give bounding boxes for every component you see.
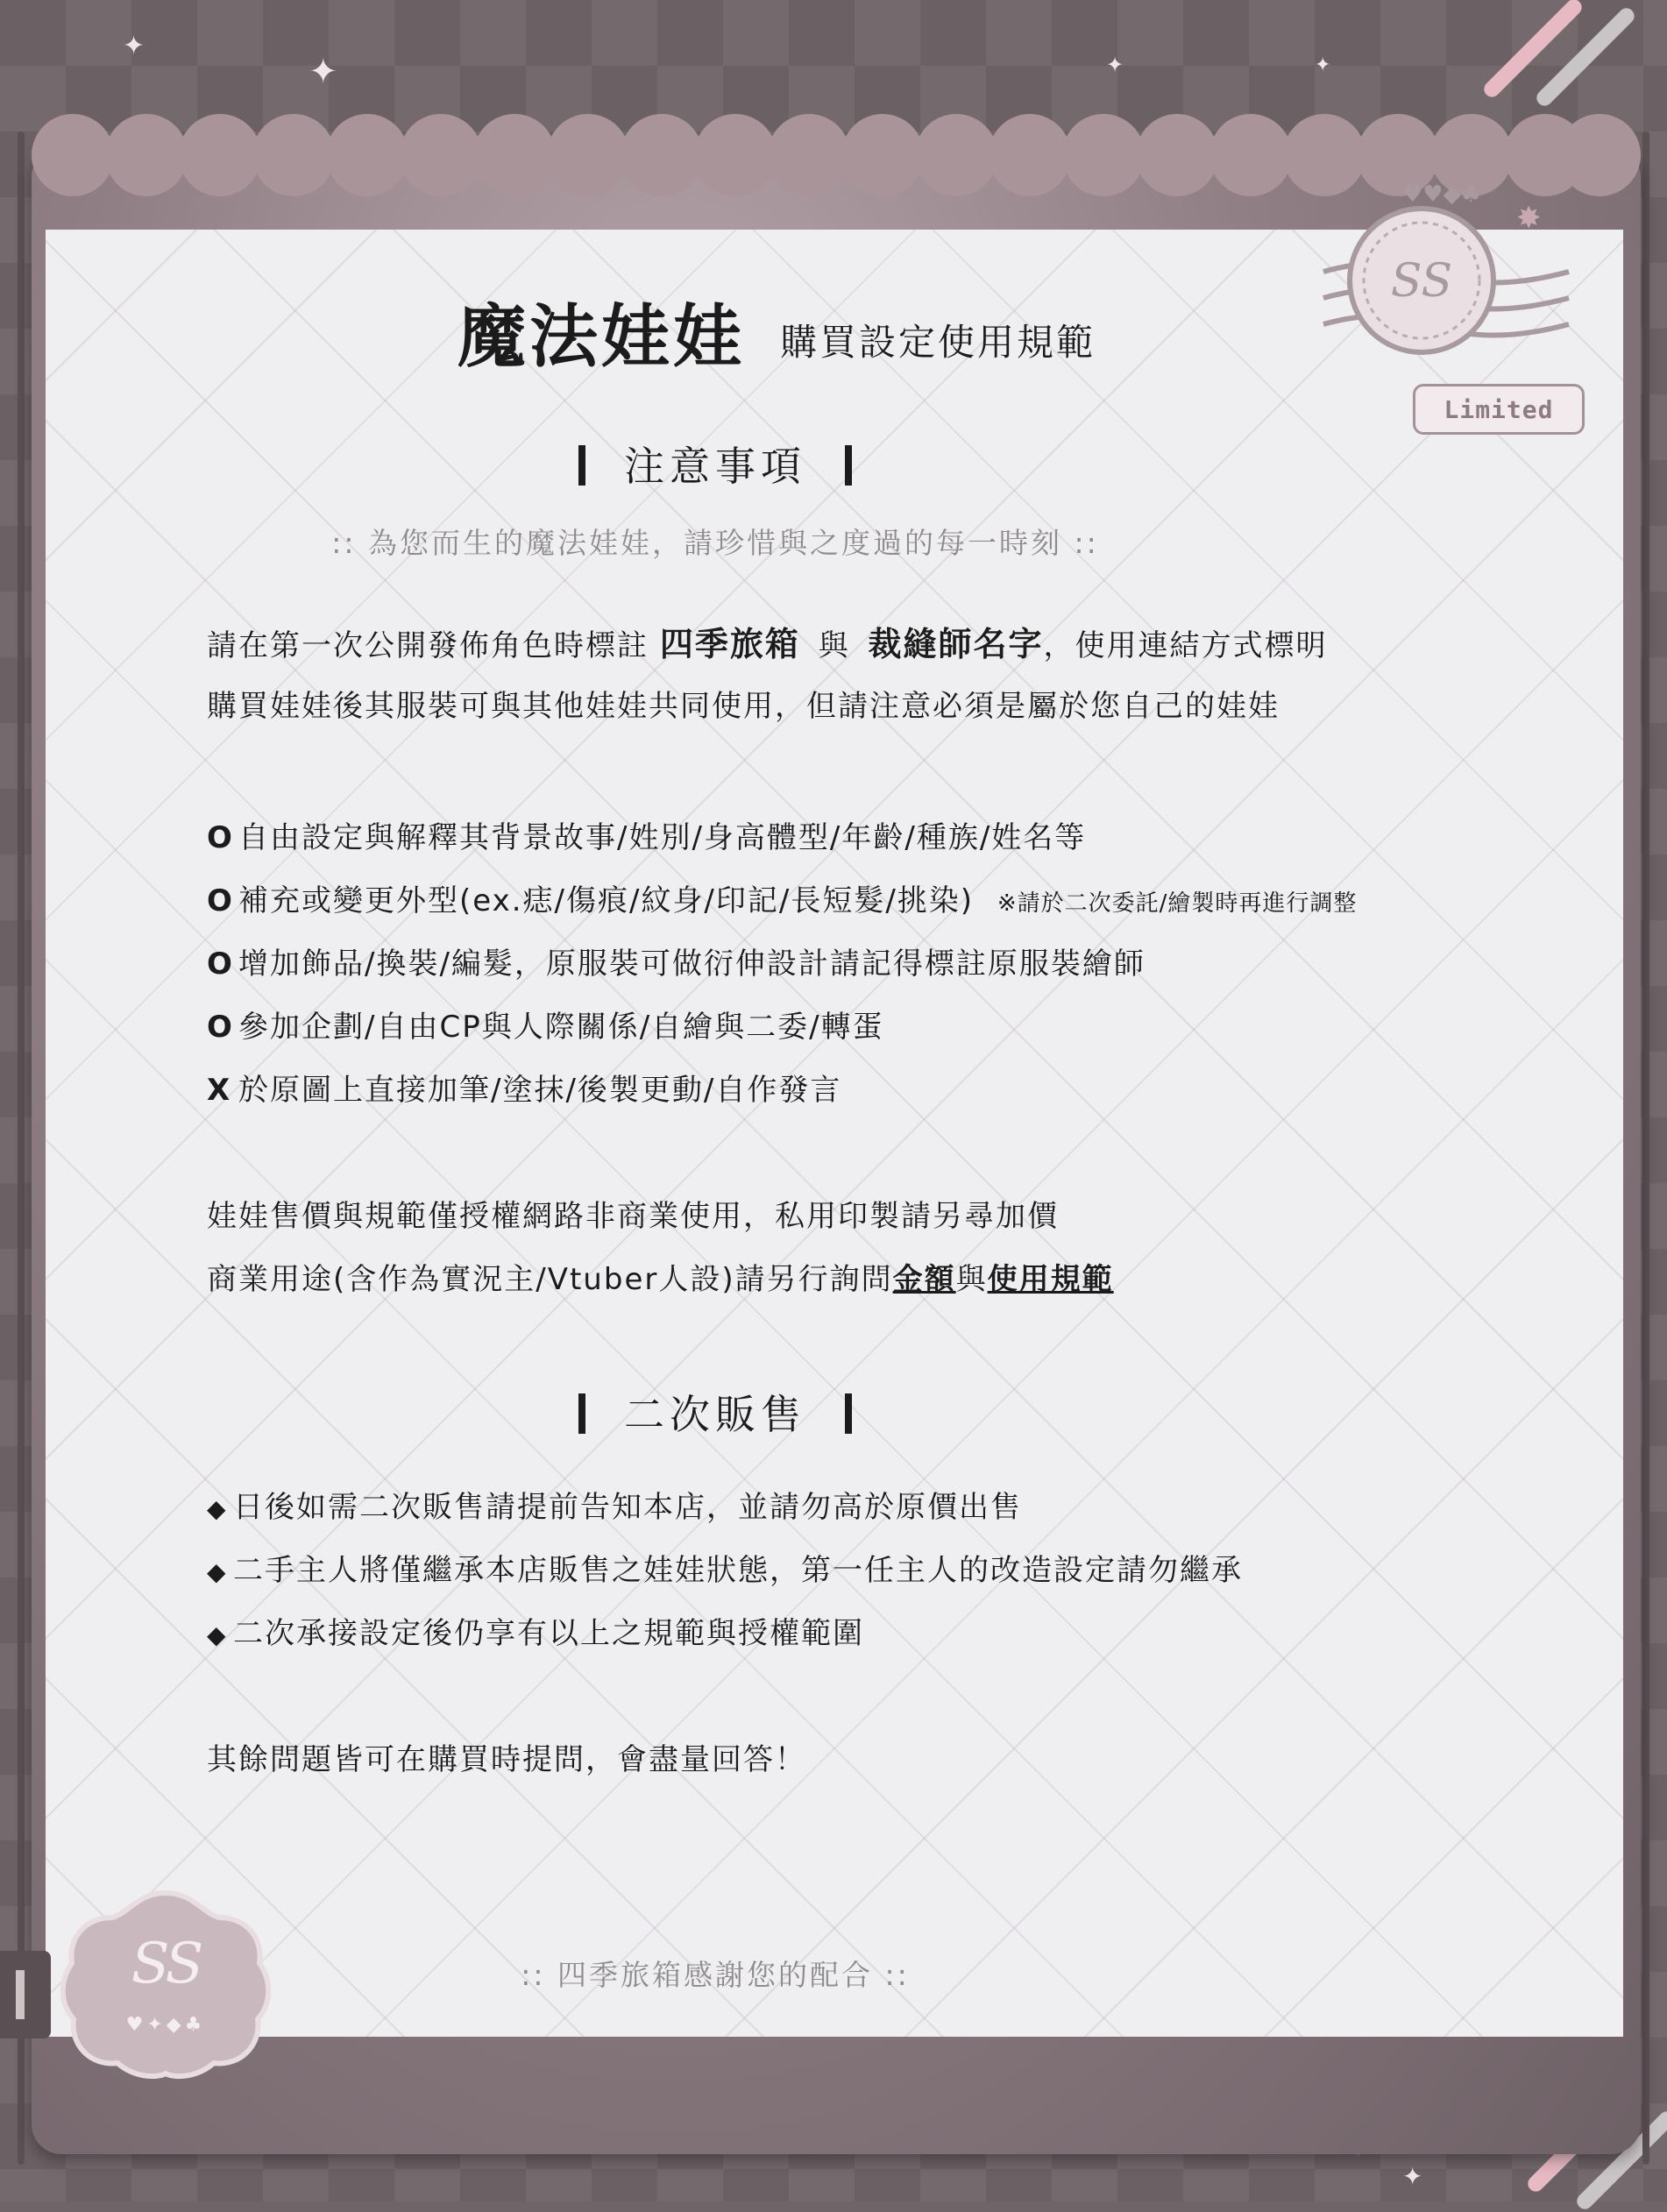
resale-item-text: 二手主人將僅繼承本店販售之娃娃狀態，第一任主人的改造設定請勿繼承	[233, 1553, 1243, 1588]
resale-item	[207, 1483, 1022, 1526]
credit-tailor: 裁縫師名字	[868, 624, 1044, 663]
page-title: 魔法娃娃	[458, 297, 746, 377]
commercial-prefix: 商業用途(含作為實況主/Vtuber人設)請另行詢問	[207, 1262, 893, 1297]
sparkle-icon: ✦	[1402, 2162, 1423, 2191]
heading-bar-left	[578, 445, 585, 486]
rule-mark: X	[207, 1073, 232, 1108]
license-line: 娃娃售價與規範僅授權網路非商業使用，私用印製請另尋加價	[207, 1199, 1059, 1234]
resale-item	[207, 1609, 864, 1652]
rule-text: 參加企劃/自由CP與人際關係/自繪與二委/轉蛋	[238, 1010, 884, 1045]
frame-edge-right	[1642, 131, 1649, 2165]
frame-edge-left	[18, 131, 25, 2165]
side-tab	[0, 1951, 51, 2038]
sparkle-icon: ✸	[1516, 201, 1542, 236]
heading-bar-left	[578, 1393, 585, 1434]
resale-heading-text: 二次販售	[624, 1391, 806, 1438]
sparkle-icon: ✦	[123, 31, 145, 61]
rule-text: 補充或變更外型(ex.痣/傷痕/紋身/印記/長短髮/挑染)	[238, 883, 975, 918]
commercial-rules: 使用規範	[987, 1262, 1114, 1297]
rule-note: ※請於二次委託/繪製時再進行調整	[997, 890, 1358, 917]
section-heading-resale	[207, 1383, 1224, 1441]
resale-item-text: 日後如需二次販售請提前告知本店，並請勿高於原價出售	[233, 1490, 1022, 1525]
rule-mark: O	[207, 946, 234, 982]
credit-prefix: 請在第一次公開發佈角色時標註	[207, 628, 649, 663]
credit-line	[207, 617, 1327, 665]
stamp-monogram: SS	[1390, 255, 1453, 308]
rule-text: 自由設定與解釋其背景故事/姓別/身高體型/年齡/種族/姓名等	[238, 820, 1087, 855]
diamond-bullet-icon: ◆	[207, 1557, 228, 1586]
rule-mark: O	[207, 820, 234, 855]
footer-thanks: :: 四季旅箱感謝您的配合 ::	[521, 1958, 910, 1992]
credit-and: 與	[818, 628, 850, 663]
rule-item	[207, 1066, 841, 1109]
credit-suffix: ，使用連結方式標明	[1043, 628, 1328, 663]
rule-mark: O	[207, 883, 234, 918]
credit-brand: 四季旅箱	[659, 624, 800, 663]
heading-bar-right	[845, 1393, 852, 1434]
commercial-amount: 金額	[892, 1262, 956, 1297]
commercial-line	[207, 1255, 1114, 1298]
rule-item	[207, 939, 1146, 982]
closing-line: 其餘問題皆可在購買時提問，會盡量回答！	[207, 1742, 806, 1777]
seal-icons: ♥✦◆♣	[125, 2014, 206, 2036]
rule-item	[207, 813, 1086, 856]
seal-monogram: SS	[131, 1932, 201, 1996]
diamond-bullet-icon: ◆	[207, 1620, 228, 1649]
page-subtitle: 購買設定使用規範	[780, 321, 1096, 364]
sparkle-icon: ✦	[1106, 53, 1124, 77]
resale-item	[207, 1546, 1243, 1589]
rule-text: 於原圖上直接加筆/塗抹/後製更動/自作發言	[238, 1073, 842, 1108]
title-row	[458, 297, 1096, 377]
notice-subtitle: :: 為您而生的魔法娃娃，請珍惜與之度過的每一時刻 ::	[331, 526, 1099, 560]
stamp-icons: ♥♥◆♣	[1402, 181, 1481, 208]
notice-heading-text: 注意事項	[624, 443, 806, 490]
commercial-and: 與	[955, 1262, 988, 1297]
diamond-bullet-icon: ◆	[207, 1494, 228, 1523]
rule-text: 增加飾品/換裝/編髮，原服裝可做衍伸設計請記得標註原服裝繪師	[238, 946, 1146, 982]
sparkle-icon: ✦	[309, 52, 338, 92]
sparkle-icon: ✦	[1315, 54, 1331, 76]
clothes-line: 購買娃娃後其服裝可與其他娃娃共同使用，但請注意必須是屬於您自己的娃娃	[207, 689, 1280, 724]
rule-item	[207, 1003, 884, 1046]
resale-item-text: 二次承接設定後仍享有以上之規範與授權範圍	[233, 1616, 864, 1651]
section-heading-notice	[207, 435, 1224, 493]
rule-item	[207, 876, 1357, 919]
rule-mark: O	[207, 1010, 234, 1045]
heading-bar-right	[845, 445, 852, 486]
scalloped-edge	[32, 114, 1641, 184]
limited-badge: Limited	[1413, 384, 1585, 435]
